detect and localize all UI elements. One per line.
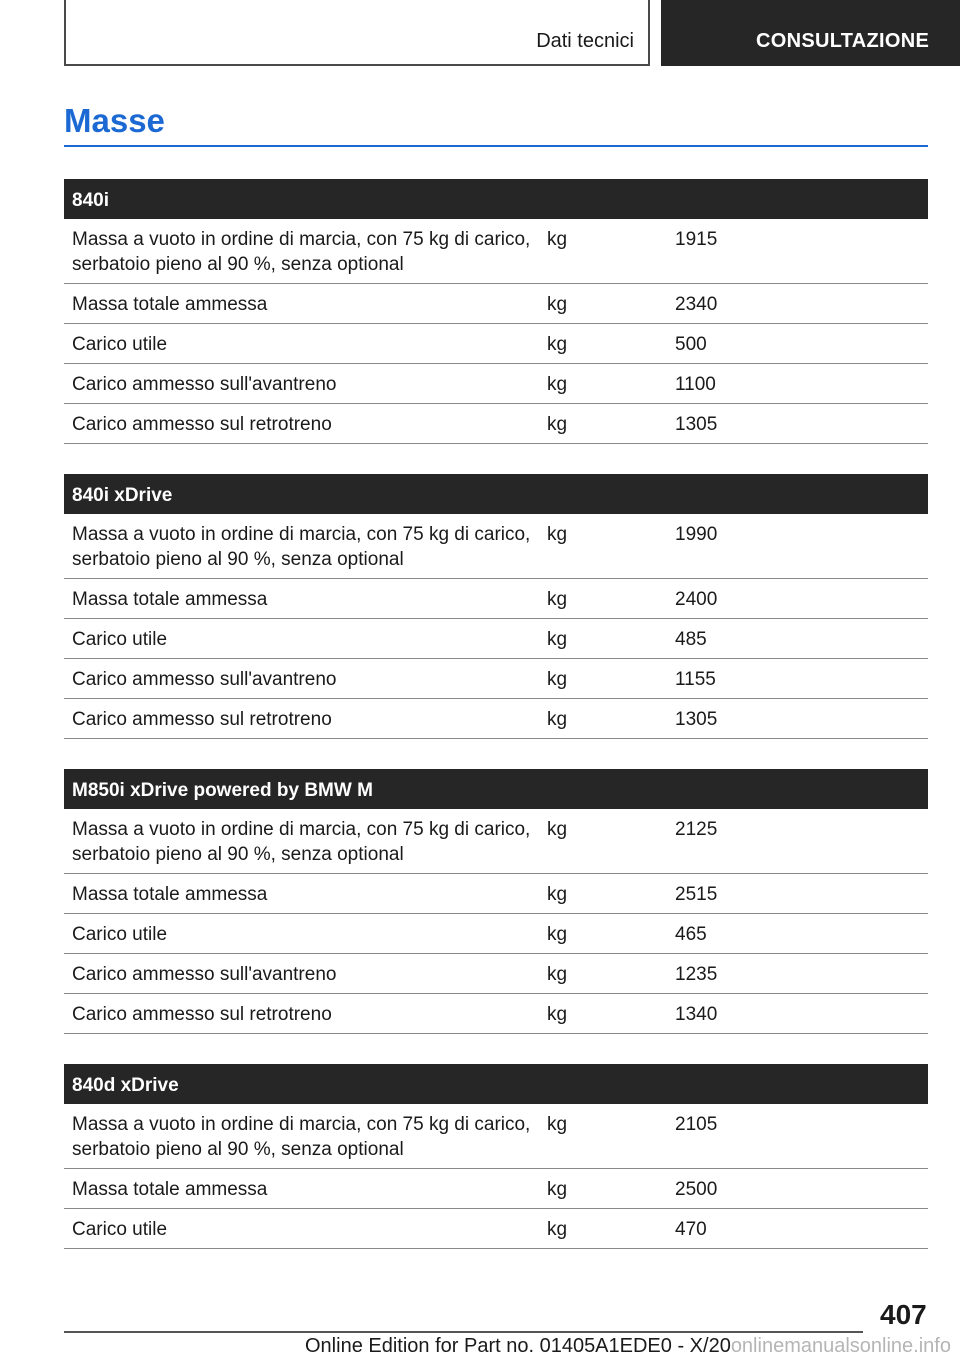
row-value: 2340 [675, 294, 718, 315]
footer-edition-text: Online Edition for Part no. 01405A1EDE0 - X/20 [305, 1335, 731, 1357]
table-row [64, 324, 928, 364]
footer-divider [64, 1331, 863, 1333]
row-value: 2105 [675, 1114, 718, 1135]
row-value: 1155 [675, 669, 716, 690]
row-unit: kg [547, 414, 568, 435]
row-value: 1235 [675, 964, 718, 985]
row-value: 1340 [675, 1004, 718, 1025]
row-unit: kg [547, 589, 568, 610]
model-table [64, 179, 928, 444]
row-value: 2500 [675, 1179, 718, 1200]
row-unit: kg [547, 819, 568, 840]
table-row [64, 284, 928, 324]
model-table [64, 1064, 928, 1249]
table-row [64, 579, 928, 619]
row-value: 485 [675, 629, 707, 650]
table-row [64, 514, 928, 579]
row-value: 1305 [675, 414, 718, 435]
row-label: Massa a vuoto in ordine di marcia, con 75 kg di carico, serbatoio pieno al 90 %, senza optional [72, 229, 531, 275]
row-label: Carico ammesso sul retrotreno [72, 709, 332, 730]
table-row [64, 954, 928, 994]
footer-edition [305, 1335, 951, 1358]
header-section-title: Dati tecnici [536, 30, 634, 52]
row-label: Carico utile [72, 629, 168, 650]
row-unit: kg [547, 294, 568, 315]
row-value: 2125 [675, 819, 718, 840]
row-unit: kg [547, 709, 568, 730]
row-label: Carico utile [72, 924, 168, 945]
table-row [64, 659, 928, 699]
model-table-header: 840d xDrive [64, 1064, 928, 1104]
row-label: Carico utile [72, 1219, 168, 1240]
model-table [64, 474, 928, 739]
row-unit: kg [547, 334, 568, 355]
row-label: Massa totale ammessa [72, 589, 268, 610]
row-unit: kg [547, 524, 568, 545]
row-unit: kg [547, 1179, 568, 1200]
row-value: 500 [675, 334, 707, 355]
row-label: Massa a vuoto in ordine di marcia, con 75 kg di carico, serbatoio pieno al 90 %, senza optional [72, 819, 531, 865]
row-label: Carico ammesso sull'avantreno [72, 374, 337, 395]
row-label: Massa totale ammessa [72, 884, 268, 905]
row-label: Carico ammesso sull'avantreno [72, 964, 337, 985]
row-unit: kg [547, 1114, 568, 1135]
model-table-header: 840i xDrive [64, 474, 928, 514]
table-row [64, 1169, 928, 1209]
table-row [64, 219, 928, 284]
row-value: 1915 [675, 229, 718, 250]
header-chapter-title: CONSULTAZIONE [756, 30, 930, 52]
row-value: 2400 [675, 589, 718, 610]
model-table-header: M850i xDrive powered by BMW M [64, 769, 928, 809]
row-label: Carico ammesso sul retrotreno [72, 414, 332, 435]
page-title: Masse [64, 102, 165, 139]
table-row [64, 1209, 928, 1249]
model-table-header: 840i [64, 179, 928, 219]
table-row [64, 404, 928, 444]
row-unit: kg [547, 629, 568, 650]
table-row [64, 994, 928, 1034]
row-unit: kg [547, 1004, 568, 1025]
row-unit: kg [547, 1219, 568, 1240]
row-unit: kg [547, 229, 568, 250]
row-label: Carico ammesso sull'avantreno [72, 669, 337, 690]
row-unit: kg [547, 924, 568, 945]
table-row [64, 874, 928, 914]
title-divider [64, 145, 928, 147]
row-label: Massa totale ammessa [72, 294, 268, 315]
mass-tables [64, 179, 928, 1279]
table-row [64, 699, 928, 739]
row-value: 465 [675, 924, 707, 945]
row-unit: kg [547, 884, 568, 905]
row-unit: kg [547, 964, 568, 985]
row-value: 470 [675, 1219, 707, 1240]
row-label: Carico utile [72, 334, 168, 355]
table-row [64, 1104, 928, 1169]
table-row [64, 809, 928, 874]
row-value: 1100 [675, 374, 716, 395]
row-label: Massa totale ammessa [72, 1179, 268, 1200]
header-chapter-tab [661, 0, 960, 66]
row-unit: kg [547, 374, 568, 395]
row-value: 1990 [675, 524, 718, 545]
row-label: Carico ammesso sul retrotreno [72, 1004, 332, 1025]
table-row [64, 364, 928, 404]
table-row [64, 619, 928, 659]
header-section-box [64, 0, 650, 66]
row-unit: kg [547, 669, 568, 690]
footer-watermark: onlinemanualsonline.info [730, 1335, 951, 1357]
row-label: Massa a vuoto in ordine di marcia, con 75 kg di carico, serbatoio pieno al 90 %, senza optional [72, 524, 531, 570]
table-row [64, 914, 928, 954]
model-table [64, 769, 928, 1034]
page-number: 407 [880, 1299, 927, 1330]
row-value: 2515 [675, 884, 718, 905]
row-value: 1305 [675, 709, 718, 730]
row-label: Massa a vuoto in ordine di marcia, con 75 kg di carico, serbatoio pieno al 90 %, senza optional [72, 1114, 531, 1160]
